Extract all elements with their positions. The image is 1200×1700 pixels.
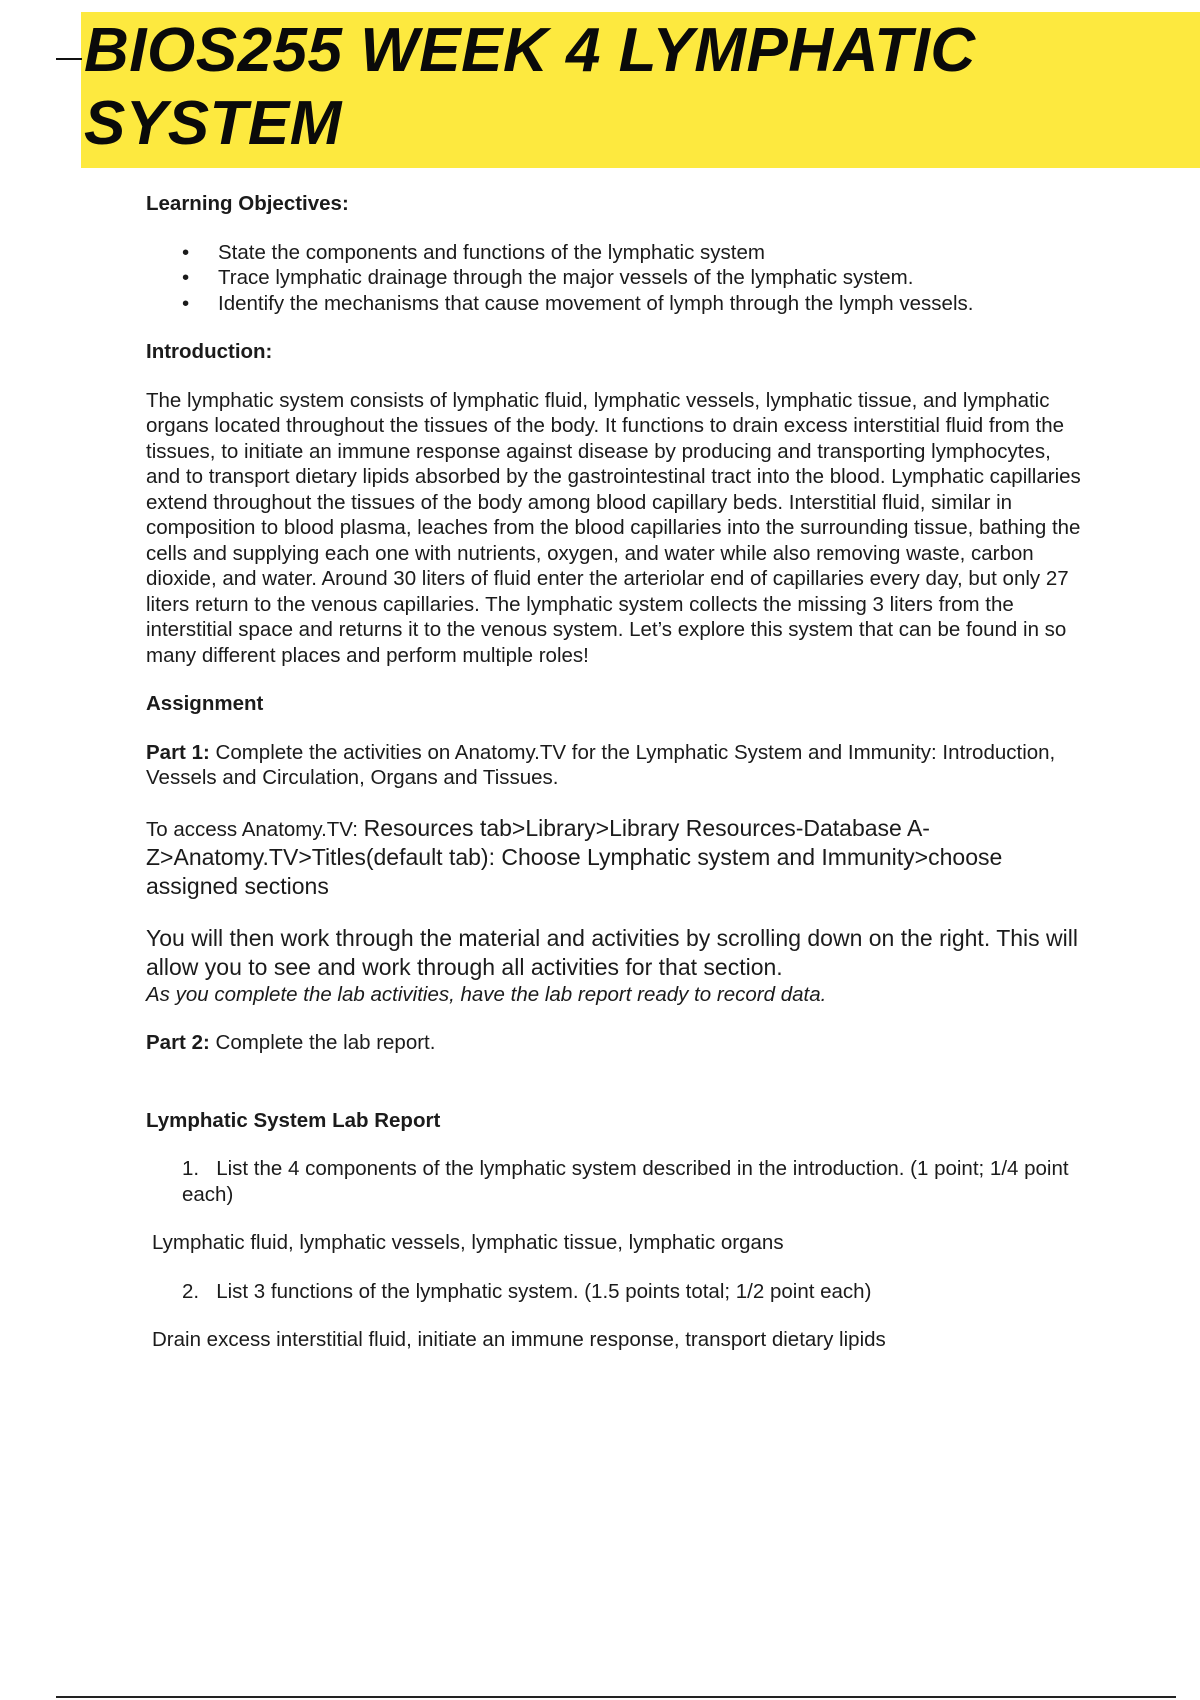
answer-1: Lymphatic fluid, lymphatic vessels, lymphatic tissue, lymphatic organs — [152, 1231, 784, 1254]
part1-label: Part 1: — [146, 740, 210, 764]
part2-text: Complete the lab report. — [215, 1031, 436, 1054]
work-through-text: You will then work through the material and activities by scrolling down on the right. This will allow you to see and work through all activities for that section. — [146, 924, 1078, 980]
question-number: 1. — [182, 1157, 200, 1180]
introduction-text: The lymphatic system consists of lymphatic fluid, lymphatic vessels, lymphatic tissue, and lymphatic organs located throughout the tissues of the body. It functions to drain excess interstitial fluid from the tissues, to initiate an immune response against disease by producing and transporting lymphocytes, and to transport dietary lipids absorbed by the gastrointestinal tract into the blood. Lymphatic capillaries extend throughout the tissues of the body among blood capillary beds. Interstitial fluid, similar in composition to blood plasma, leaches from the blood capillaries into the surrounding tissue, bathing the cells and supplying each one with nutrients, oxygen, and water while also removing waste, carbon dioxide, and water. Around 30 liters of fluid enter the arteriolar end of capillaries every day, but only 27 liters return to the venous capillaries. The lymphatic system collects the missing 3 liters from the interstitial space and returns it to the venous system. Let’s explore this system that can be found in so many different places and perform multiple roles! — [146, 388, 1081, 667]
learning-objectives-heading: Learning Objectives: — [146, 192, 349, 215]
question-text: List the 4 components of the lymphatic system described in the introduction. (1 point; 1/4 point each) — [182, 1157, 1069, 1206]
answer-2: Drain excess interstitial fluid, initiate an immune response, transport dietary lipids — [152, 1328, 886, 1351]
part1-paragraph — [146, 740, 1086, 791]
page-title: BIOS255 WEEK 4 LYMPHATIC SYSTEM — [84, 16, 976, 158]
introduction-heading: Introduction: — [146, 340, 273, 363]
learning-objectives-list — [146, 240, 1086, 317]
lab-report-heading: Lymphatic System Lab Report — [146, 1108, 441, 1132]
question-1 — [146, 1156, 1086, 1207]
bottom-rule — [56, 1696, 1176, 1698]
part2-label: Part 2: — [146, 1031, 210, 1054]
question-text: List 3 functions of the lymphatic system. (1.5 points total; 1/2 point each) — [216, 1279, 872, 1303]
part1-text: Complete the activities on Anatomy.TV for the Lymphatic System and Immunity: Introduction, Vessels and Circulation, Organs and Tissues. — [146, 740, 1056, 789]
access-path: Resources tab>Library>Library Resources-Database A-Z>Anatomy.TV>Titles(default tab): Choose Lymphatic system and Immunity>choose assigned sections — [146, 814, 1003, 899]
access-paragraph — [146, 814, 1086, 901]
part2-paragraph — [146, 1030, 1086, 1056]
objective-item: • Identify the mechanisms that cause movement of lymph through the lymph vessels. — [218, 291, 1086, 317]
question-2 — [146, 1279, 1086, 1305]
question-number: 2. — [182, 1279, 200, 1303]
objective-item: • Trace lymphatic drainage through the major vessels of the lymphatic system. — [218, 265, 1086, 291]
access-prefix: To access Anatomy.TV: — [146, 817, 364, 841]
objective-item: • State the components and functions of the lymphatic system — [218, 240, 1086, 266]
title-dash — [56, 58, 82, 60]
lab-note: As you complete the lab activities, have the lab report ready to record data. — [146, 982, 827, 1006]
assignment-heading: Assignment — [146, 692, 264, 715]
document-body — [146, 191, 1086, 1376]
